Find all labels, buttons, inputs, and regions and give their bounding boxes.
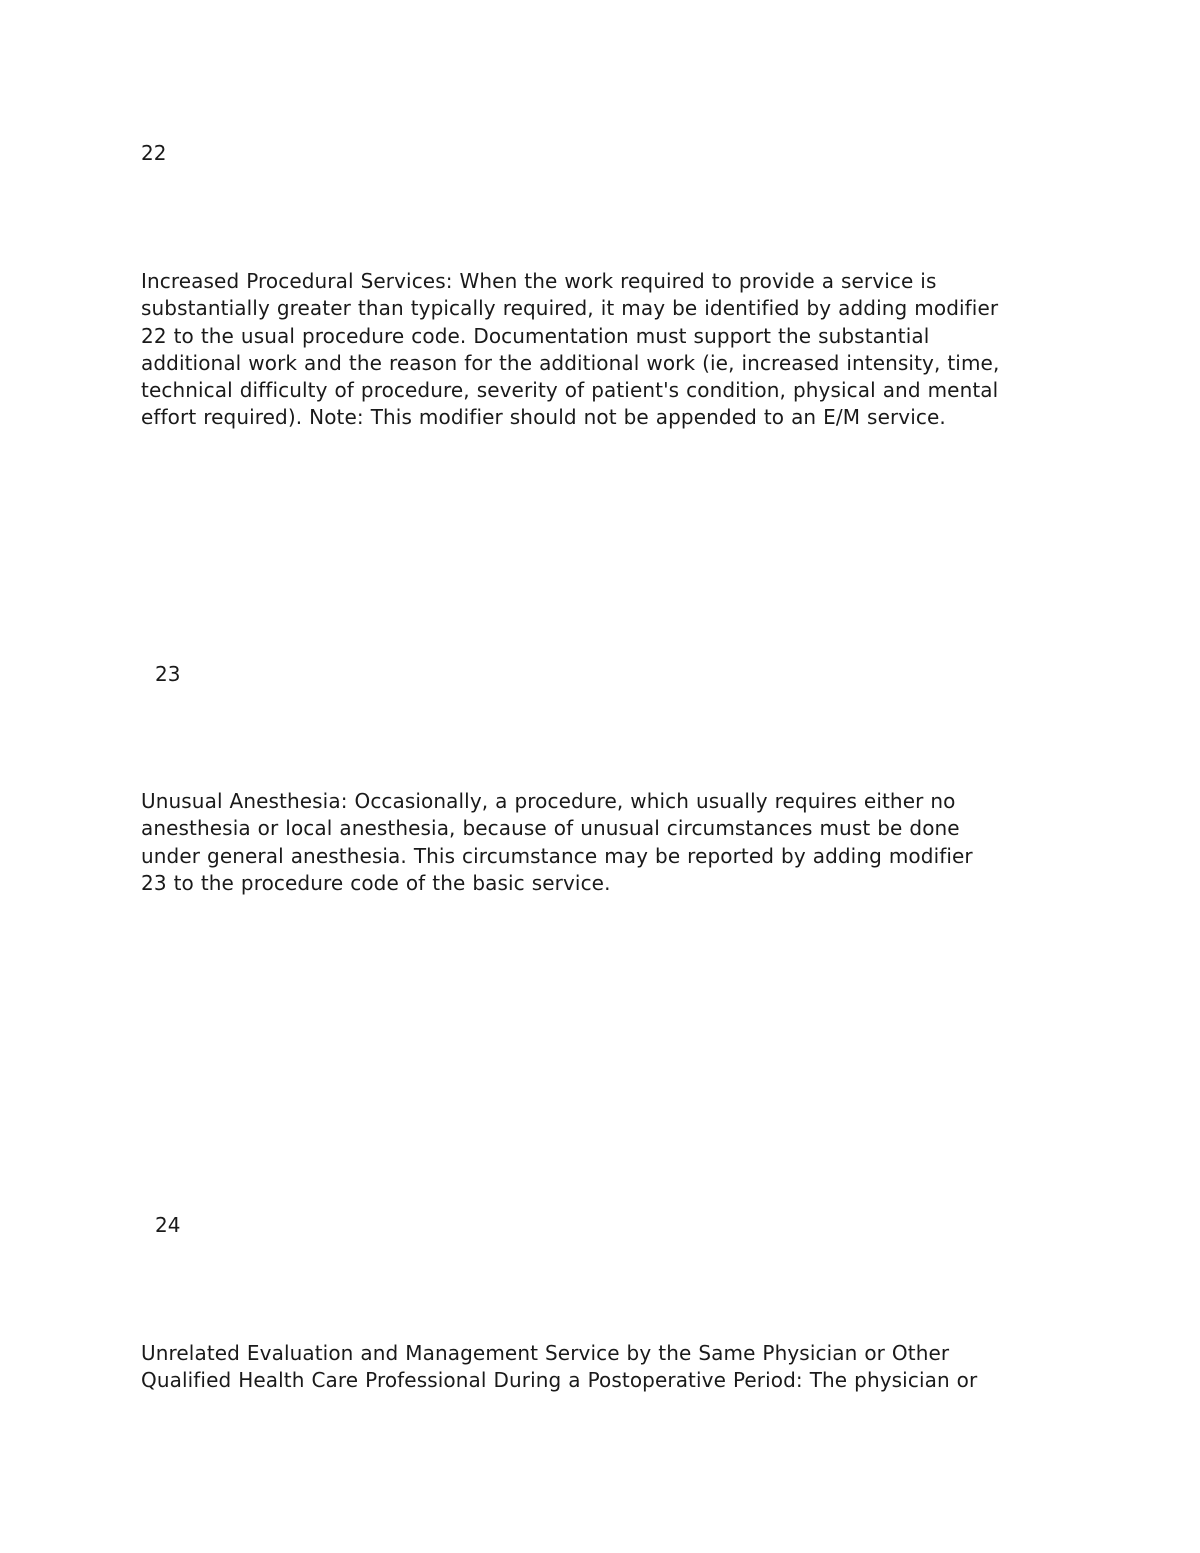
modifier-code-24: 24 [155, 1213, 181, 1237]
text-line: additional work and the reason for the additional work (ie, increased intensity, time, [141, 350, 1000, 375]
text-line: Qualified Health Care Professional During a Postoperative Period: The physician or [141, 1368, 978, 1393]
text-line: anesthesia or local anesthesia, because of unusual circumstances must be done [141, 816, 960, 841]
modifier-code-23: 23 [155, 662, 181, 686]
modifier-description-23 [141, 788, 1071, 897]
text-line: Unusual Anesthesia: Occasionally, a procedure, which usually requires either no [141, 789, 956, 813]
text-line: effort required). Note: This modifier should not be appended to an E/M service. [141, 405, 946, 430]
modifier-description-24 [141, 1340, 1071, 1395]
text-line: Increased Procedural Services: When the work required to provide a service is [141, 269, 937, 293]
text-line: Unrelated Evaluation and Management Service by the Same Physician or Other [141, 1341, 950, 1365]
text-line: technical difficulty of procedure, severity of patient's condition, physical and mental [141, 378, 999, 403]
text-line: 23 to the procedure code of the basic service. [141, 870, 611, 895]
text-line: under general anesthesia. This circumstance may be reported by adding modifier [141, 843, 973, 868]
modifier-code-22: 22 [141, 141, 167, 165]
modifier-description-22 [141, 268, 1071, 432]
text-line: substantially greater than typically required, it may be identified by adding modifier [141, 296, 999, 321]
text-line: 22 to the usual procedure code. Documentation must support the substantial [141, 323, 930, 348]
